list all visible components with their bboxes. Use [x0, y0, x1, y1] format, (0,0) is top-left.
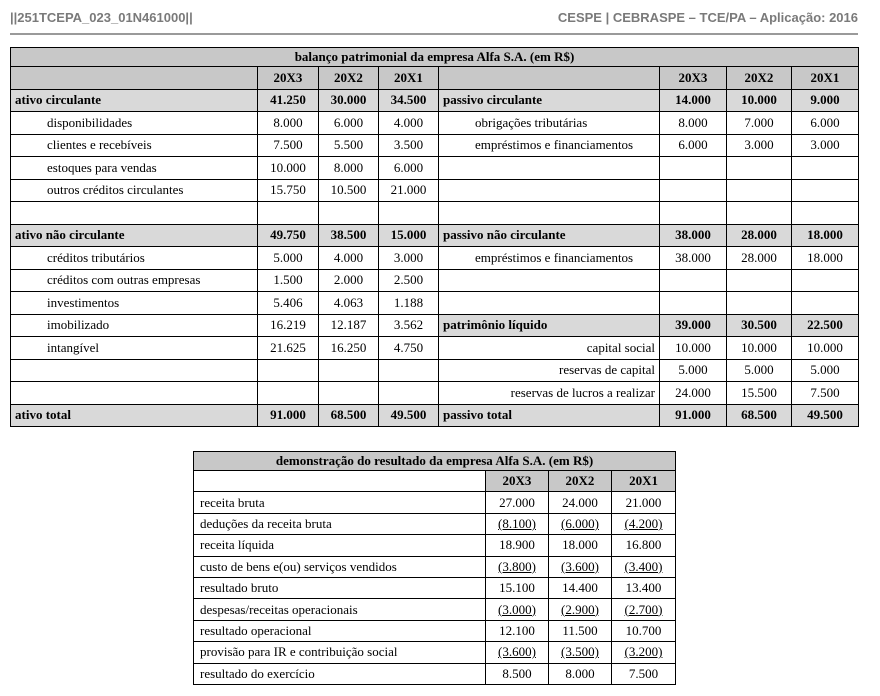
- liability-value: 38.000: [660, 224, 727, 247]
- liability-label: passivo não circulante: [439, 224, 660, 247]
- income-value: [612, 492, 676, 513]
- liability-value: 8.000: [660, 112, 727, 135]
- asset-value: 7.500: [258, 134, 319, 157]
- income-value-text: 11.500: [562, 622, 598, 638]
- liability-value: [727, 202, 792, 225]
- liability-value: [660, 179, 727, 202]
- liability-value: 18.000: [792, 247, 859, 270]
- liability-value: [727, 269, 792, 292]
- balance-row: [11, 269, 859, 292]
- income-row: [194, 556, 676, 577]
- income-label: deduções da receita bruta: [194, 513, 486, 534]
- income-label: resultado bruto: [194, 577, 486, 598]
- balance-row: [11, 247, 859, 270]
- year-header: 20X3: [660, 67, 727, 90]
- liability-value: 49.500: [792, 404, 859, 427]
- income-value-text: (3.500): [561, 644, 599, 660]
- asset-value: 49.750: [258, 224, 319, 247]
- header-divider: [10, 33, 858, 35]
- balance-row: [11, 112, 859, 135]
- income-value: [612, 577, 676, 598]
- asset-value: 12.187: [319, 314, 379, 337]
- income-value-text: (4.200): [624, 515, 663, 531]
- income-value-text: (3.400): [624, 558, 663, 574]
- liability-value: 5.000: [792, 359, 859, 382]
- income-row: [194, 535, 676, 556]
- income-value: [612, 663, 676, 684]
- liability-value: 10.000: [727, 89, 792, 112]
- asset-value: [379, 382, 439, 405]
- liability-label: [439, 157, 660, 180]
- asset-label: ativo total: [11, 404, 258, 427]
- income-value: [549, 620, 612, 641]
- income-value: [486, 663, 549, 684]
- liability-value: [660, 269, 727, 292]
- liability-label: reservas de lucros a realizar: [439, 382, 660, 405]
- asset-label: estoques para vendas: [11, 157, 258, 180]
- asset-value: 21.000: [379, 179, 439, 202]
- liability-value: 10.000: [792, 337, 859, 360]
- liability-value: 3.000: [792, 134, 859, 157]
- liability-label: [439, 292, 660, 315]
- income-value-text: 21.000: [625, 494, 662, 510]
- liability-value: 39.000: [660, 314, 727, 337]
- income-value-text: 14.400: [562, 580, 598, 596]
- asset-value: 4.000: [319, 247, 379, 270]
- liability-label: empréstimos e financiamentos: [439, 247, 660, 270]
- asset-label: [11, 359, 258, 382]
- asset-value: 3.500: [379, 134, 439, 157]
- year-header: 20X2: [727, 67, 792, 90]
- income-value-text: (6.000): [561, 515, 599, 531]
- asset-value: 38.500: [319, 224, 379, 247]
- income-value-text: (8.100): [498, 515, 536, 531]
- liability-value: [660, 202, 727, 225]
- liability-value: 22.500: [792, 314, 859, 337]
- asset-value: 68.500: [319, 404, 379, 427]
- income-statement-title: demonstração do resultado da empresa Alfa S.A. (em R$): [194, 452, 676, 471]
- liability-label: passivo total: [439, 404, 660, 427]
- asset-label: créditos tributários: [11, 247, 258, 270]
- asset-value: 91.000: [258, 404, 319, 427]
- income-value: [612, 535, 676, 556]
- income-value: [549, 577, 612, 598]
- balance-row: [11, 292, 859, 315]
- header-code: ||251TCEPA_023_01N461000||: [10, 10, 193, 25]
- asset-value: [258, 359, 319, 382]
- asset-value: 8.000: [258, 112, 319, 135]
- year-header: 20X1: [379, 67, 439, 90]
- liability-value: 10.000: [660, 337, 727, 360]
- asset-value: [258, 382, 319, 405]
- year-header: 20X2: [319, 67, 379, 90]
- asset-value: 6.000: [379, 157, 439, 180]
- liability-value: 38.000: [660, 247, 727, 270]
- income-value: [486, 556, 549, 577]
- liability-value: 7.500: [792, 382, 859, 405]
- liability-value: [660, 292, 727, 315]
- balance-row: [11, 404, 859, 427]
- asset-value: [319, 382, 379, 405]
- income-value-text: (3.600): [498, 644, 536, 660]
- liability-value: 10.000: [727, 337, 792, 360]
- asset-value: 10.500: [319, 179, 379, 202]
- income-label: despesas/receitas operacionais: [194, 599, 486, 620]
- liability-label: empréstimos e financiamentos: [439, 134, 660, 157]
- liability-value: [792, 157, 859, 180]
- liability-value: 5.000: [727, 359, 792, 382]
- liability-value: [727, 179, 792, 202]
- income-value-text: 18.000: [562, 537, 598, 553]
- income-row: [194, 642, 676, 663]
- income-label: receita bruta: [194, 492, 486, 513]
- asset-label: ativo não circulante: [11, 224, 258, 247]
- liability-label: [439, 202, 660, 225]
- asset-value: 2.500: [379, 269, 439, 292]
- asset-value: 30.000: [319, 89, 379, 112]
- asset-label: [11, 202, 258, 225]
- asset-value: 5.000: [258, 247, 319, 270]
- income-value: [549, 599, 612, 620]
- asset-value: 1.500: [258, 269, 319, 292]
- asset-value: [319, 359, 379, 382]
- balance-row: [11, 359, 859, 382]
- income-row: [194, 492, 676, 513]
- liability-value: 6.000: [792, 112, 859, 135]
- asset-value: 15.000: [379, 224, 439, 247]
- income-value-text: 27.000: [499, 494, 535, 510]
- income-value: [486, 599, 549, 620]
- asset-label: intangível: [11, 337, 258, 360]
- income-value: [486, 642, 549, 663]
- income-row: [194, 577, 676, 598]
- income-value: [486, 535, 549, 556]
- asset-value: 4.063: [319, 292, 379, 315]
- year-header-blank: [194, 471, 486, 492]
- asset-label: investimentos: [11, 292, 258, 315]
- income-value: [549, 663, 612, 684]
- asset-value: 15.750: [258, 179, 319, 202]
- income-label: custo de bens e(ou) serviços vendidos: [194, 556, 486, 577]
- balance-row: [11, 314, 859, 337]
- asset-value: 2.000: [319, 269, 379, 292]
- income-value: [612, 599, 676, 620]
- liability-value: 28.000: [727, 247, 792, 270]
- year-header-blank: [439, 67, 660, 90]
- liability-value: [792, 269, 859, 292]
- liability-label: patrimônio líquido: [439, 314, 660, 337]
- income-row: [194, 663, 676, 684]
- income-value-text: (3.000): [498, 601, 536, 617]
- income-value: [612, 642, 676, 663]
- income-value-text: 15.100: [499, 580, 535, 596]
- income-value-text: 8.500: [502, 665, 532, 681]
- income-value-text: 12.100: [499, 622, 535, 638]
- income-statement-table: [193, 451, 676, 685]
- liability-value: 6.000: [660, 134, 727, 157]
- asset-label: disponibilidades: [11, 112, 258, 135]
- asset-value: 16.219: [258, 314, 319, 337]
- asset-value: 4.000: [379, 112, 439, 135]
- income-value: [486, 492, 549, 513]
- income-row: [194, 620, 676, 641]
- income-label: resultado operacional: [194, 620, 486, 641]
- liability-value: [727, 292, 792, 315]
- income-value-text: 16.800: [625, 537, 662, 553]
- income-row: [194, 513, 676, 534]
- income-label: receita líquida: [194, 535, 486, 556]
- income-value: [549, 492, 612, 513]
- asset-value: 10.000: [258, 157, 319, 180]
- liability-label: capital social: [439, 337, 660, 360]
- liability-value: 18.000: [792, 224, 859, 247]
- year-header: 20X3: [486, 471, 549, 492]
- balance-sheet-title: balanço patrimonial da empresa Alfa S.A. (em R$): [11, 48, 859, 67]
- income-label: resultado do exercício: [194, 663, 486, 684]
- asset-value: [258, 202, 319, 225]
- liability-value: 91.000: [660, 404, 727, 427]
- asset-value: 8.000: [319, 157, 379, 180]
- income-value: [486, 577, 549, 598]
- year-header: 20X2: [549, 471, 612, 492]
- liability-value: 14.000: [660, 89, 727, 112]
- dre-year-header: [194, 471, 676, 492]
- asset-value: 5.406: [258, 292, 319, 315]
- liability-value: [660, 157, 727, 180]
- income-label: provisão para IR e contribuição social: [194, 642, 486, 663]
- asset-value: 34.500: [379, 89, 439, 112]
- income-value-text: (3.200): [624, 644, 663, 660]
- asset-label: créditos com outras empresas: [11, 269, 258, 292]
- balance-row: [11, 179, 859, 202]
- balance-row: [11, 382, 859, 405]
- income-value: [549, 642, 612, 663]
- income-value-text: (2.900): [561, 601, 599, 617]
- income-value: [486, 620, 549, 641]
- liability-value: 3.000: [727, 134, 792, 157]
- year-header: 20X1: [612, 471, 676, 492]
- year-header: 20X3: [258, 67, 319, 90]
- income-value: [612, 620, 676, 641]
- asset-value: 5.500: [319, 134, 379, 157]
- income-value-text: 8.000: [565, 665, 595, 681]
- asset-label: clientes e recebíveis: [11, 134, 258, 157]
- balance-row: [11, 202, 859, 225]
- income-value-text: (3.600): [561, 558, 599, 574]
- income-value-text: 7.500: [628, 665, 659, 681]
- income-value-text: 13.400: [625, 580, 662, 596]
- income-value-text: 24.000: [562, 494, 598, 510]
- liability-value: 9.000: [792, 89, 859, 112]
- liability-value: 7.000: [727, 112, 792, 135]
- header-exam-info: CESPE | CEBRASPE – TCE/PA – Aplicação: 2016: [557, 10, 858, 25]
- asset-value: 41.250: [258, 89, 319, 112]
- income-row: [194, 599, 676, 620]
- income-value: [612, 513, 676, 534]
- liability-value: [792, 179, 859, 202]
- liability-label: obrigações tributárias: [439, 112, 660, 135]
- asset-label: outros créditos circulantes: [11, 179, 258, 202]
- income-value: [549, 513, 612, 534]
- income-value-text: (2.700): [624, 601, 663, 617]
- asset-value: 3.000: [379, 247, 439, 270]
- asset-value: [319, 202, 379, 225]
- income-value-text: 18.900: [499, 537, 535, 553]
- asset-value: 16.250: [319, 337, 379, 360]
- balance-row: [11, 89, 859, 112]
- balance-row: [11, 134, 859, 157]
- asset-label: [11, 382, 258, 405]
- liability-value: [792, 292, 859, 315]
- liability-value: 28.000: [727, 224, 792, 247]
- income-value: [486, 513, 549, 534]
- year-header-blank: [11, 67, 258, 90]
- asset-value: 6.000: [319, 112, 379, 135]
- asset-label: imobilizado: [11, 314, 258, 337]
- asset-value: 21.625: [258, 337, 319, 360]
- balance-row: [11, 224, 859, 247]
- liability-value: 5.000: [660, 359, 727, 382]
- liability-value: 24.000: [660, 382, 727, 405]
- asset-value: 1.188: [379, 292, 439, 315]
- liability-label: [439, 269, 660, 292]
- asset-value: [379, 359, 439, 382]
- liability-value: [792, 202, 859, 225]
- liability-value: 15.500: [727, 382, 792, 405]
- income-value: [549, 556, 612, 577]
- asset-value: [379, 202, 439, 225]
- asset-label: ativo circulante: [11, 89, 258, 112]
- income-value: [612, 556, 676, 577]
- year-header: 20X1: [792, 67, 859, 90]
- income-value-text: 10.700: [625, 622, 662, 638]
- liability-value: 30.500: [727, 314, 792, 337]
- balance-row: [11, 337, 859, 360]
- balance-sheet-table: [10, 47, 859, 427]
- income-value: [549, 535, 612, 556]
- liability-value: 68.500: [727, 404, 792, 427]
- liability-label: [439, 179, 660, 202]
- asset-value: 3.562: [379, 314, 439, 337]
- liability-label: reservas de capital: [439, 359, 660, 382]
- asset-value: 4.750: [379, 337, 439, 360]
- balance-year-header: [11, 67, 859, 90]
- balance-row: [11, 157, 859, 180]
- asset-value: 49.500: [379, 404, 439, 427]
- liability-label: passivo circulante: [439, 89, 660, 112]
- income-value-text: (3.800): [498, 558, 536, 574]
- liability-value: [727, 157, 792, 180]
